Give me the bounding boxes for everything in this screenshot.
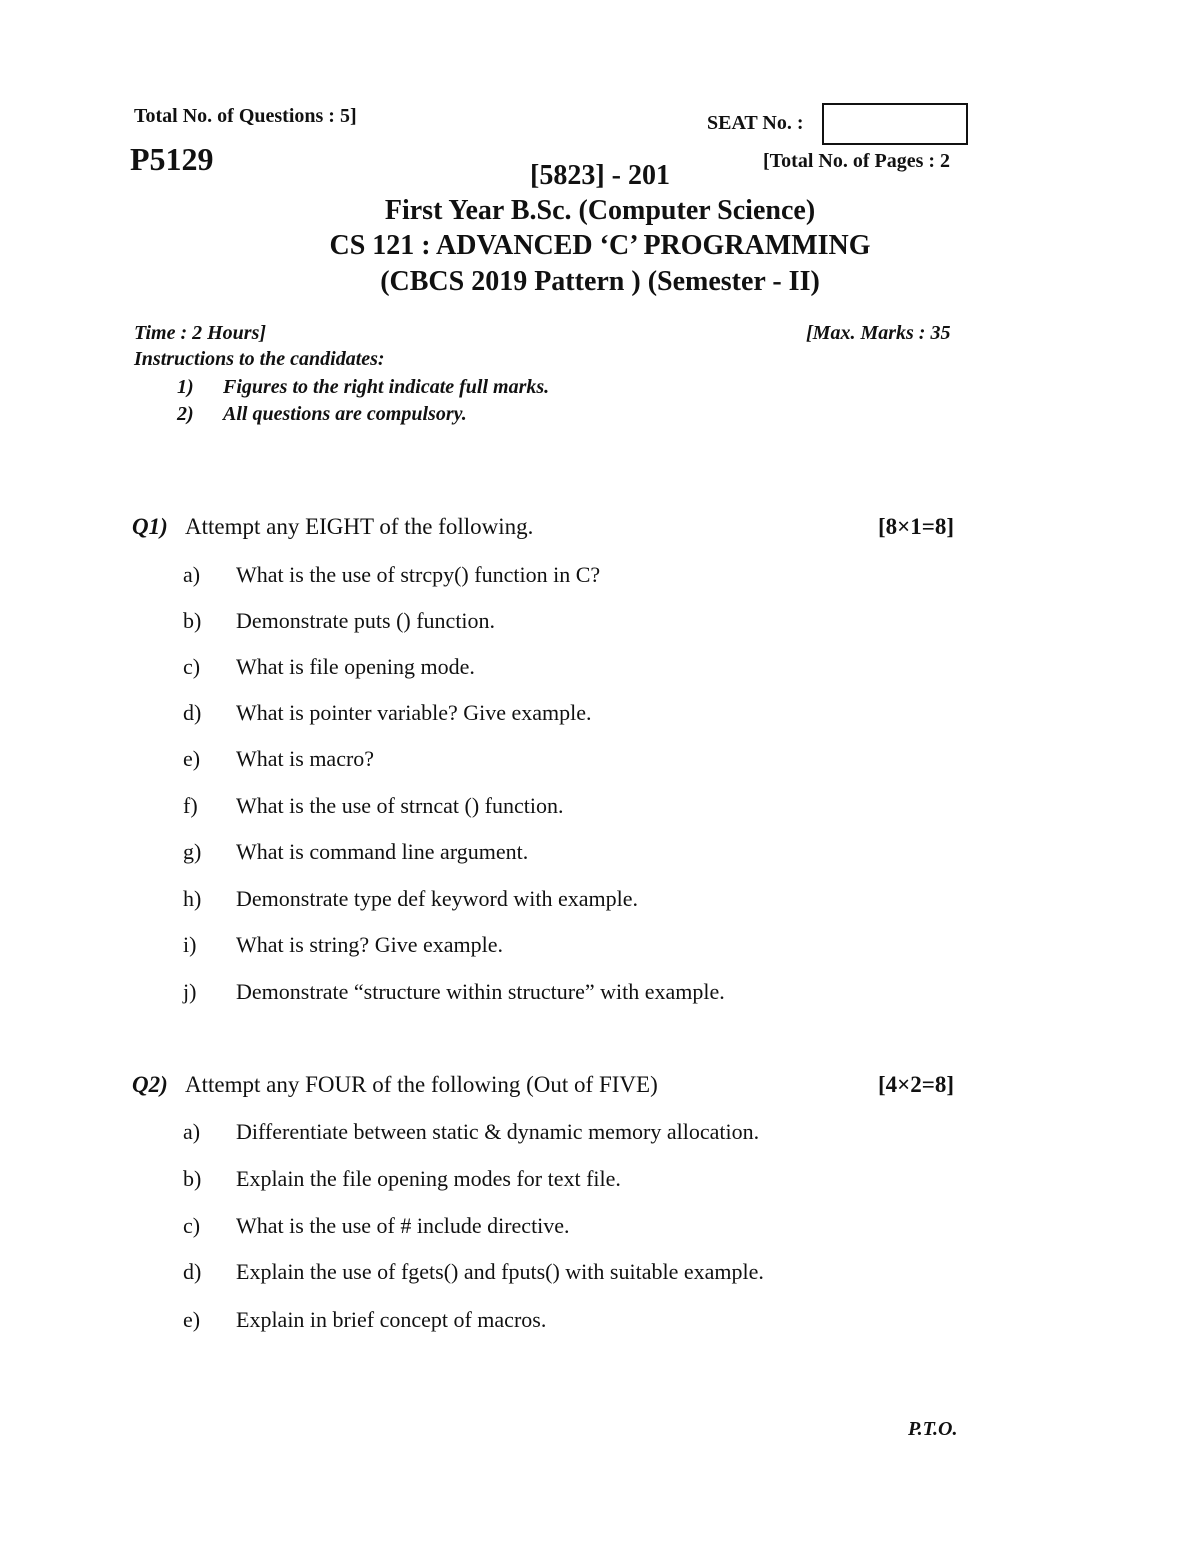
item-text: Explain in brief concept of macros. (236, 1307, 547, 1332)
item-label: b) (183, 1166, 202, 1191)
item-text: Demonstrate “structure within structure” with example. (236, 979, 725, 1004)
subject-title: CS 121 : ADVANCED ‘C’ PROGRAMMING (329, 230, 871, 261)
instructions-title: Instructions to the candidates: (134, 348, 385, 370)
item-text: What is the use of strcpy() function in C? (236, 562, 601, 587)
item-label: j) (183, 979, 197, 1004)
total-pages: [Total No. of Pages : 2 (763, 150, 951, 172)
item-label: e) (183, 1307, 201, 1332)
item-label: i) (183, 932, 197, 957)
item-text: Demonstrate puts () function. (236, 608, 496, 633)
item-text: What is the use of # include directive. (236, 1213, 570, 1238)
item-label: a) (183, 562, 201, 587)
item-label: a) (183, 1119, 201, 1144)
item-text: What is command line argument. (236, 839, 529, 864)
question-text: Attempt any EIGHT of the following. (185, 514, 534, 539)
question-marks: [4×2=8] (878, 1072, 955, 1097)
item-label: d) (183, 700, 202, 725)
item-label: e) (183, 746, 201, 771)
item-text: Explain the use of fgets() and fputs() with suitable example. (236, 1259, 764, 1284)
instruction-text: Figures to the right indicate full marks. (223, 376, 550, 398)
item-label: b) (183, 608, 202, 633)
item-text: What is the use of strncat () function. (236, 793, 564, 818)
item-label: c) (183, 654, 201, 679)
item-text: What is file opening mode. (236, 654, 475, 679)
item-text: What is pointer variable? Give example. (236, 700, 592, 725)
seat-number-box (822, 103, 968, 145)
question-number: Q1) (132, 514, 168, 539)
pattern-title: (CBCS 2019 Pattern ) (Semester - II) (380, 266, 820, 297)
question-number: Q2) (132, 1072, 168, 1097)
item-text: Explain the file opening modes for text file. (236, 1166, 621, 1191)
item-label: d) (183, 1259, 202, 1284)
question-text: Attempt any FOUR of the following (Out of FIVE) (185, 1072, 658, 1097)
exam-code: [5823] - 201 (530, 160, 670, 191)
item-text: Differentiate between static & dynamic memory allocation. (236, 1119, 760, 1144)
paper-code: P5129 (130, 141, 214, 177)
item-text: Demonstrate type def keyword with example. (236, 886, 638, 911)
seat-label: SEAT No. : (707, 112, 804, 134)
item-label: h) (183, 886, 202, 911)
item-label: c) (183, 1213, 201, 1238)
instruction-text: All questions are compulsory. (223, 403, 467, 425)
item-label: g) (183, 839, 202, 864)
item-label: f) (183, 793, 198, 818)
course-title: First Year B.Sc. (Computer Science) (384, 195, 816, 226)
exam-time: Time : 2 Hours] (134, 322, 267, 344)
instruction-number: 1) (177, 376, 194, 398)
pto-label: P.T.O. (908, 1418, 958, 1440)
item-text: What is string? Give example. (236, 932, 503, 957)
question-marks: [8×1=8] (878, 514, 955, 539)
instruction-number: 2) (177, 403, 194, 425)
total-questions: Total No. of Questions : 5] (134, 105, 357, 127)
item-text: What is macro? (236, 746, 375, 771)
max-marks: [Max. Marks : 35 (806, 322, 951, 344)
